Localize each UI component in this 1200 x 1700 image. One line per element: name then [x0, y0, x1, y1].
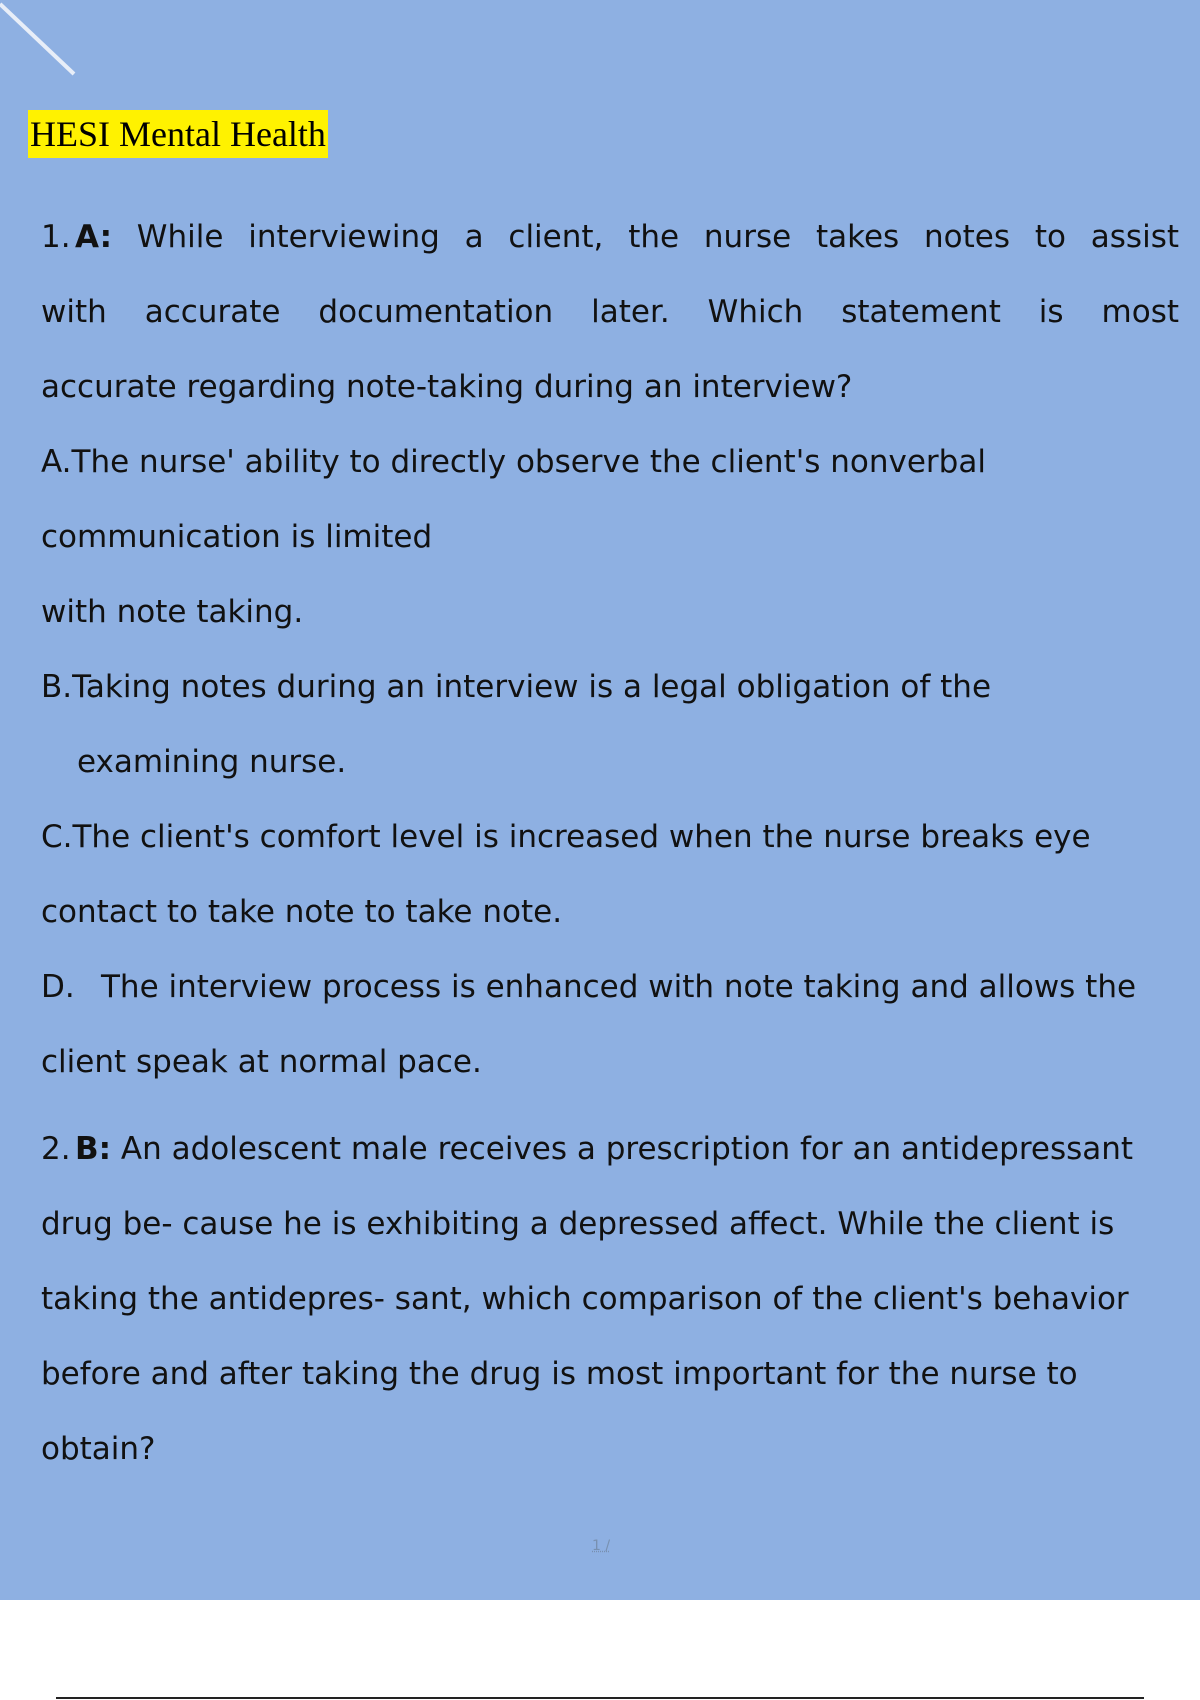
answer-key: B: [75, 1131, 112, 1167]
question-2-line-4: before and after taking the drug is most important for the nurse to [41, 1356, 1078, 1392]
option-label: B. [41, 669, 73, 705]
question-1-line-3: accurate regarding note-taking during an interview? [41, 369, 853, 405]
option-label: A. [41, 444, 72, 480]
document-title: HESI Mental Health [28, 110, 328, 158]
question-1-line-2: with accurate documentation later. Which statement is most [41, 294, 1179, 330]
answer-key: A: [75, 219, 112, 255]
option-a-line-2: communication is limited [41, 519, 433, 555]
option-a-line-3: with note taking. [41, 594, 304, 630]
question-2-line-1: 2. B: An adolescent male receives a prescription for an antidepressant [41, 1112, 1179, 1187]
document-body [41, 200, 1179, 1487]
question-2-line-5: obtain? [41, 1431, 156, 1467]
option-b-line-2: examining nurse. [77, 744, 347, 780]
question-2-line-2: drug be- cause he is exhibiting a depressed affect. While the client is [41, 1206, 1115, 1242]
option-d: D. The interview process is enhanced with note taking and allows the [41, 950, 1179, 1025]
option-d-line-2: client speak at normal pace. [41, 1044, 482, 1080]
option-c-line-2: contact to take note to take note. [41, 894, 563, 930]
option-c: C.The client's comfort level is increased when the nurse breaks eye [41, 819, 1091, 855]
option-label: D. [41, 969, 75, 1005]
question-number: 2. [41, 1131, 71, 1167]
page-number: 1 / [592, 1538, 611, 1554]
question-2-line-3: taking the antidepres- sant, which comparison of the client's behavior [41, 1281, 1129, 1317]
question-number: 1. [41, 219, 71, 255]
footer-divider [56, 1697, 1144, 1699]
option-a: A.The nurse' ability to directly observe the client's nonverbal [41, 444, 986, 480]
option-label: C. [41, 819, 73, 855]
diagonal-stroke-decoration [0, 0, 80, 80]
option-b: B.Taking notes during an interview is a legal obligation of the [41, 669, 992, 705]
question-1-line-1: 1. A: While interviewing a client, the nurse takes notes to assist [41, 200, 1179, 275]
